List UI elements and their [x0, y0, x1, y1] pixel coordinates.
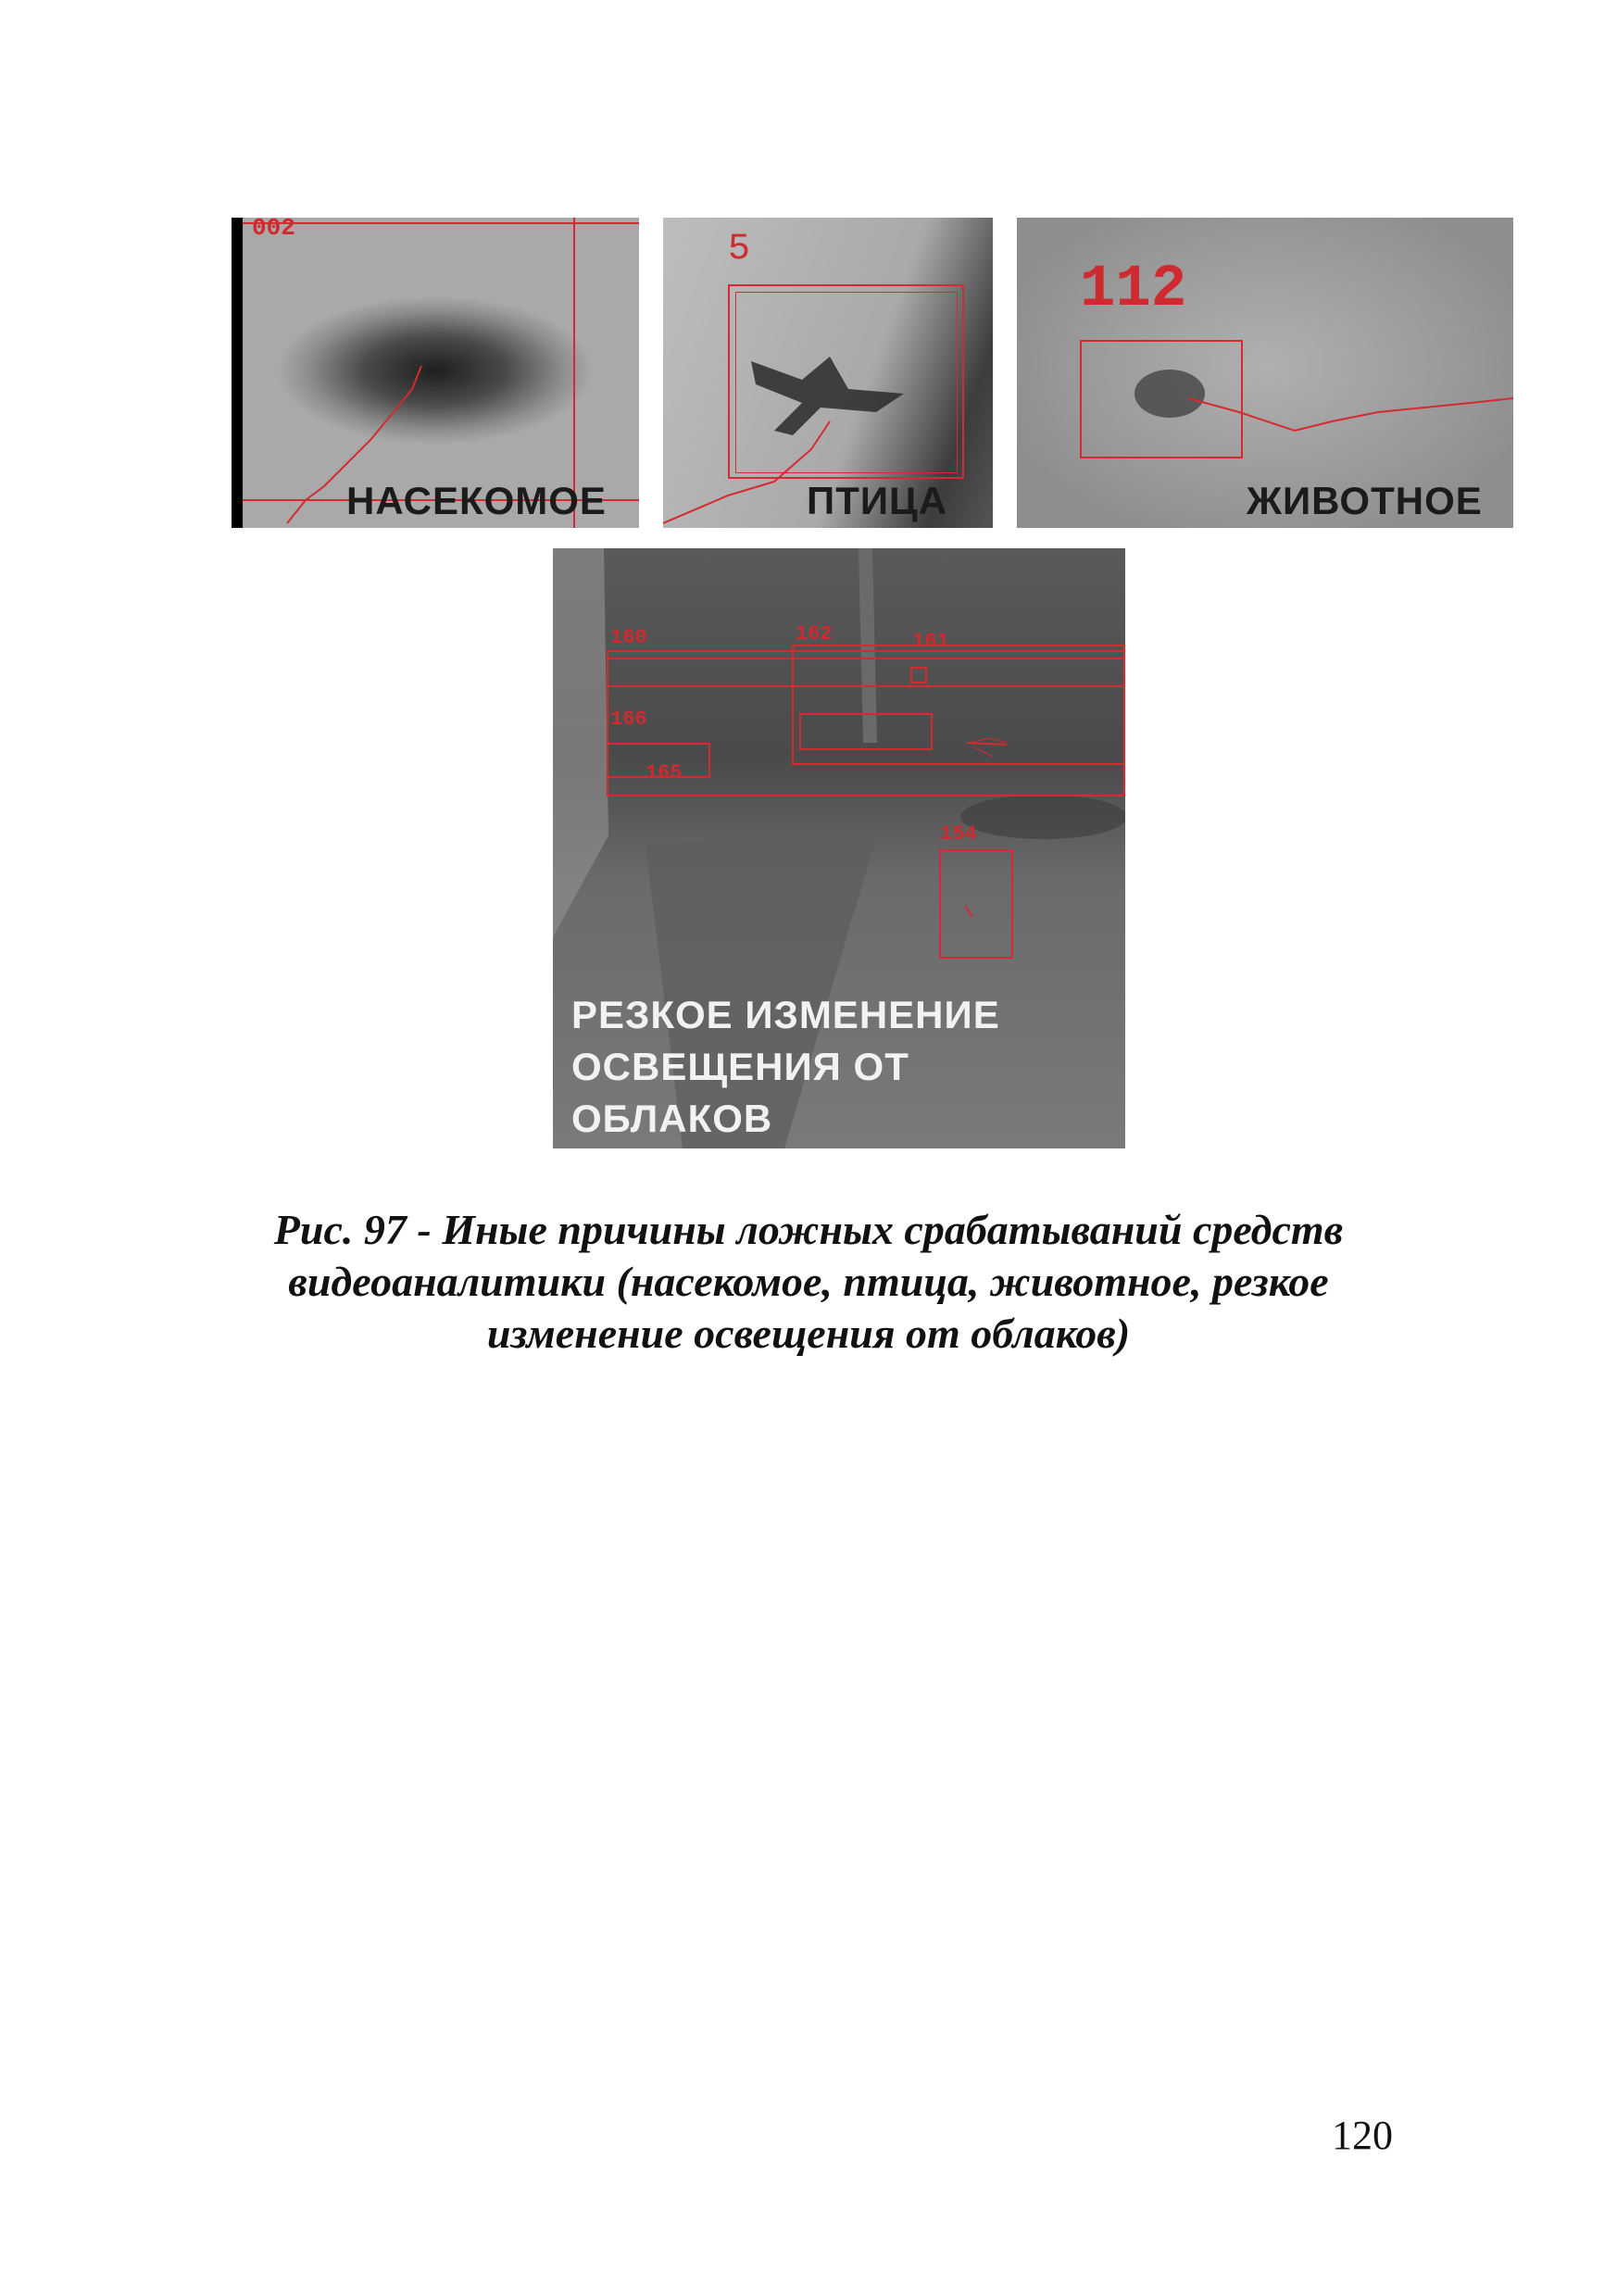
track-id-162: 162: [796, 622, 833, 646]
page-number: 120: [1332, 2113, 1393, 2158]
animal-label: ЖИВОТНОЕ: [1247, 479, 1483, 522]
lighting-change-panel: [553, 548, 1125, 1148]
insect-label: НАСЕКОМОЕ: [346, 479, 607, 522]
bird-label: ПТИЦА: [807, 479, 948, 522]
lighting-label-line-3: ОБЛАКОВ: [571, 1097, 773, 1140]
insect-track-id: 002: [252, 218, 295, 242]
insect-panel: [232, 218, 639, 528]
detection-box-small: [799, 713, 933, 750]
track-id-165: 165: [646, 761, 683, 784]
bird-panel: [663, 218, 993, 528]
caption-line-3: изменение освещения от облаков): [486, 1310, 1131, 1357]
caption-line-1: Рис. 97 - Иные причины ложных срабатываний средств: [273, 1206, 1344, 1253]
track-id-166: 166: [610, 708, 647, 731]
track-id-160: 160: [610, 626, 647, 649]
track-id-154: 154: [940, 822, 977, 846]
caption-line-2: видеоаналитики (насекомое, птица, животное, резкое: [288, 1258, 1329, 1305]
figure-caption: [167, 1204, 1450, 1360]
animal-detection-box: [1080, 340, 1243, 458]
animal-track-id: 112: [1080, 257, 1187, 323]
track-id-161: 161: [912, 630, 949, 653]
animal-panel: [1017, 218, 1513, 528]
detection-box-154: [939, 849, 1013, 959]
bird-detection-box-inner: [735, 292, 958, 473]
lighting-label-line-1: РЕЗКОЕ ИЗМЕНЕНИЕ: [571, 993, 1000, 1036]
bird-track-id: 5: [728, 229, 751, 270]
lighting-label-line-2: ОСВЕЩЕНИЯ ОТ: [571, 1045, 909, 1088]
